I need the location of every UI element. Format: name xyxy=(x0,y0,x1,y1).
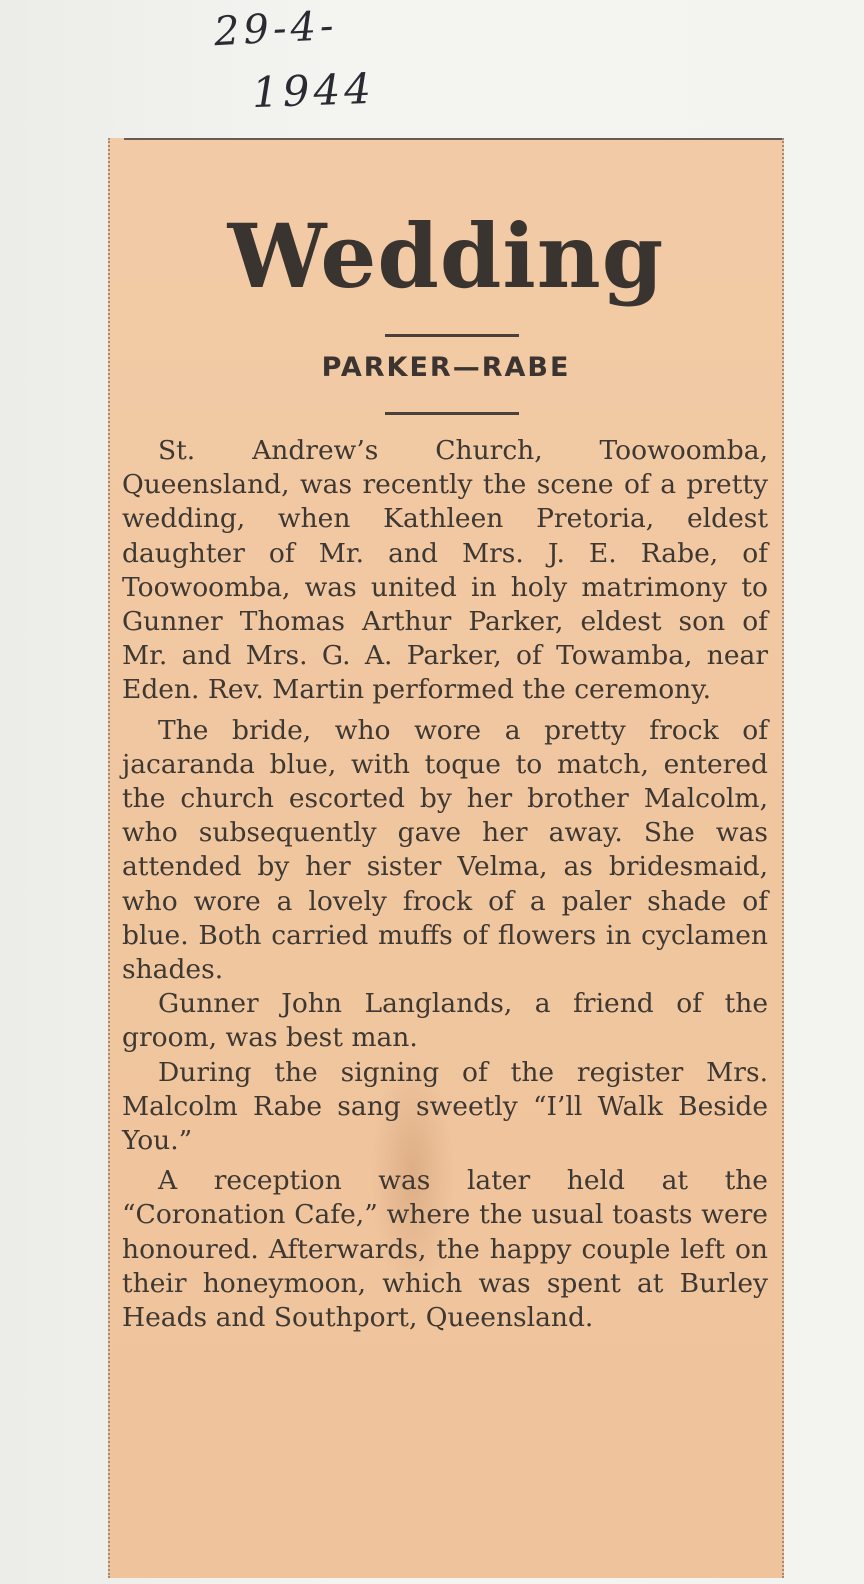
article-headline: Wedding xyxy=(227,204,665,308)
article-body xyxy=(122,434,768,1335)
article-paragraph: The bride, who wore a pretty frock of jacaranda blue, with toque to match, entered the church escorted by her brother Malcolm, who subsequently gave her away. She was attended by her sister Velma, as bridesmaid, who wore a lovely frock of a paler shade of blue. Both carried muffs of flowers in cyclamen shades. xyxy=(122,714,768,986)
headline-divider xyxy=(385,334,519,337)
article-subhead: PARKER—RABE xyxy=(321,352,571,383)
article-paragraph: During the signing of the register Mrs. Malcolm Rabe sang sweetly “I’ll Walk Beside You.” xyxy=(122,1056,768,1157)
clipping-top-rule xyxy=(124,138,782,140)
handwritten-year: 1944 xyxy=(251,63,376,118)
subhead-divider xyxy=(385,412,519,415)
newspaper-clipping xyxy=(108,138,784,1578)
article-paragraph: Gunner John Langlands, a friend of the groom, was best man. xyxy=(122,988,768,1054)
article-paragraph: A reception was later held at the “Coronation Cafe,” where the usual toasts were honoured. Afterwards, the happy couple left on their honeymoon, which was spent at Burley Heads and Southport, Queensland. xyxy=(122,1165,768,1334)
article-paragraph: St. Andrew’s Church, Toowoomba, Queensland, was recently the scene of a pretty wedding, when Kathleen Pretoria, eldest daughter of Mr. and Mrs. J. E. Rabe, of Toowoomba, was united in holy matrimony to Gunner Thomas Arthur Parker, eldest son of Mr. and Mrs. G. A. Parker, of Towamba, near Eden. Rev. Martin performed the ceremony. xyxy=(122,435,768,706)
handwritten-date: 29-4- xyxy=(212,2,339,56)
